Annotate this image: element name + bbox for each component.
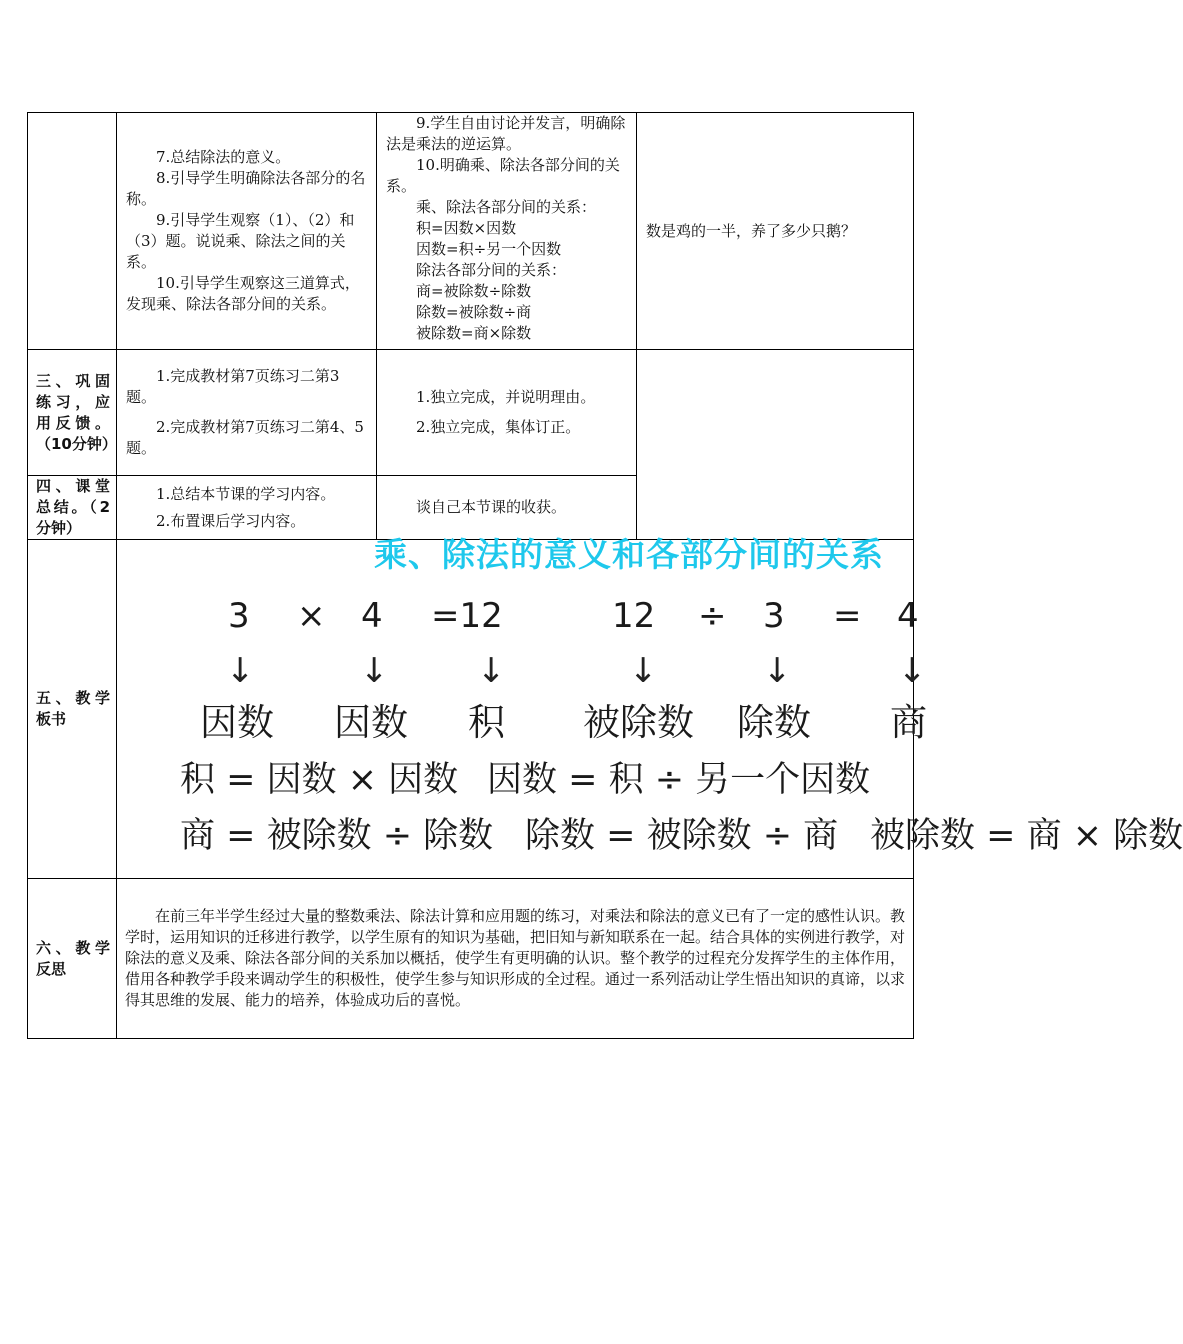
board-term: 除数 [737, 701, 811, 744]
practice-row [28, 350, 914, 476]
teacher-step: 10.引导学生观察这三道算式，发现乘、除法各部分间的关系。 [126, 274, 360, 313]
formula-line: 除数=被除数÷商 [416, 303, 532, 321]
student-activity-cell [377, 113, 637, 350]
teacher-step: 1.总结本节课的学习内容。 [156, 484, 336, 503]
teacher-step: 2.完成教材第7页练习二第4、5题。 [126, 418, 364, 457]
teacher-step: 7.总结除法的意义。 [156, 148, 291, 166]
board-term: 因数 [200, 701, 274, 744]
student-step: 乘、除法各部分间的关系： [416, 198, 597, 216]
board-term: 因数 [334, 701, 408, 744]
board-formula: 因数 = 积 ÷ 另一个因数 [487, 760, 871, 800]
design-note-cell [637, 350, 914, 540]
down-arrow-icon: ↓ [763, 651, 792, 691]
design-note-cell [637, 113, 914, 350]
teacher-step: 1.完成教材第7页练习二第3题。 [126, 367, 340, 406]
down-arrow-icon: ↓ [629, 651, 658, 691]
teacher-step: 2.布置课后学习内容。 [156, 511, 306, 530]
student-step: 谈自己本节课的收获。 [416, 498, 567, 516]
board-formula: 积 = 因数 × 因数 [180, 760, 459, 800]
process-row [28, 113, 914, 350]
board-number: 3 [763, 596, 785, 636]
summary-header: 四、课堂总结。（2分钟） [28, 476, 117, 540]
student-step: 1.独立完成，并说明理由。 [416, 388, 596, 406]
student-step: 10.明确乘、除法各部分间的关系。 [386, 156, 620, 195]
board-header: 五、教学板书 [28, 540, 117, 879]
reflection-header: 六、教学反思 [28, 879, 117, 1039]
student-activity-cell [377, 476, 637, 540]
board-number: 3 [228, 596, 250, 636]
teacher-activity-cell [117, 476, 377, 540]
down-arrow-icon: ↓ [226, 651, 255, 691]
board-number: 12 [612, 596, 656, 636]
formula-line: 因数=积÷另一个因数 [416, 240, 562, 258]
formula-line: 被除数=商×除数 [416, 324, 532, 342]
process-header-cell [28, 113, 117, 350]
board-formula: 被除数 = 商 × 除数 [870, 816, 1183, 856]
board-term: 积 [468, 701, 505, 744]
board-operator: = [833, 596, 862, 636]
design-note: 数是鸡的一半，养了多少只鹅？ [646, 221, 857, 240]
teacher-step: 8.引导学生明确除法各部分的名称。 [126, 169, 366, 208]
formula-line: 商=被除数÷除数 [416, 282, 532, 300]
lesson-plan-table [27, 112, 1183, 1039]
board-number: =12 [431, 596, 503, 636]
teacher-activity-cell [117, 350, 377, 476]
practice-header: 三、巩固练习，应用反馈。（10分钟） [28, 350, 117, 476]
board-operator: ÷ [698, 596, 727, 636]
teacher-activity-cell [117, 113, 377, 350]
down-arrow-icon: ↓ [898, 651, 927, 691]
reflection-row [28, 879, 914, 1039]
board-term: 被除数 [583, 701, 694, 744]
down-arrow-icon: ↓ [477, 651, 506, 691]
board-number: 4 [361, 596, 383, 636]
board-formula: 除数 = 被除数 ÷ 商 [525, 816, 839, 856]
board-number: 4 [897, 596, 919, 636]
board-term: 商 [890, 701, 927, 744]
student-step: 2.独立完成，集体订正。 [416, 418, 581, 436]
student-step: 9.学生自由讨论并发言，明确除法是乘法的逆运算。 [386, 114, 626, 153]
board-title: 乘、除法的意义和各部分间的关系 [374, 535, 884, 574]
reflection-text: 在前三年半学生经过大量的整数乘法、除法计算和应用题的练习，对乘法和除法的意义已有了一定的感性认识。教学时，运用知识的迁移进行教学，以学生原有的知识为基础，把旧知与新知联系在一起。结合具体的实例进行教学，对除法的意义及乘、除法各部分间的关系加以概括，使学生有更明确的认识。整个教学的过程充分发挥学生的主体作用，借用各种教学手段来调动学生的积极性，使学生参与知识形成的全过程。通过一系列活动让学生悟出知识的真谛，以求得其思维的发展、能力的培养，体验成功后的喜悦。 [117, 879, 914, 1039]
board-operator: × [297, 596, 326, 636]
board-formula: 商 = 被除数 ÷ 除数 [180, 816, 494, 856]
formula-line: 积=因数×因数 [416, 219, 517, 237]
blackboard-image [117, 535, 1183, 877]
board-cell [117, 535, 1183, 879]
student-activity-cell [377, 350, 637, 476]
down-arrow-icon: ↓ [360, 651, 389, 691]
board-row [28, 540, 914, 879]
teacher-step: 9.引导学生观察（1）、（2）和（3）题。说说乘、除法之间的关系。 [126, 211, 355, 271]
student-step: 除法各部分间的关系： [416, 261, 567, 279]
